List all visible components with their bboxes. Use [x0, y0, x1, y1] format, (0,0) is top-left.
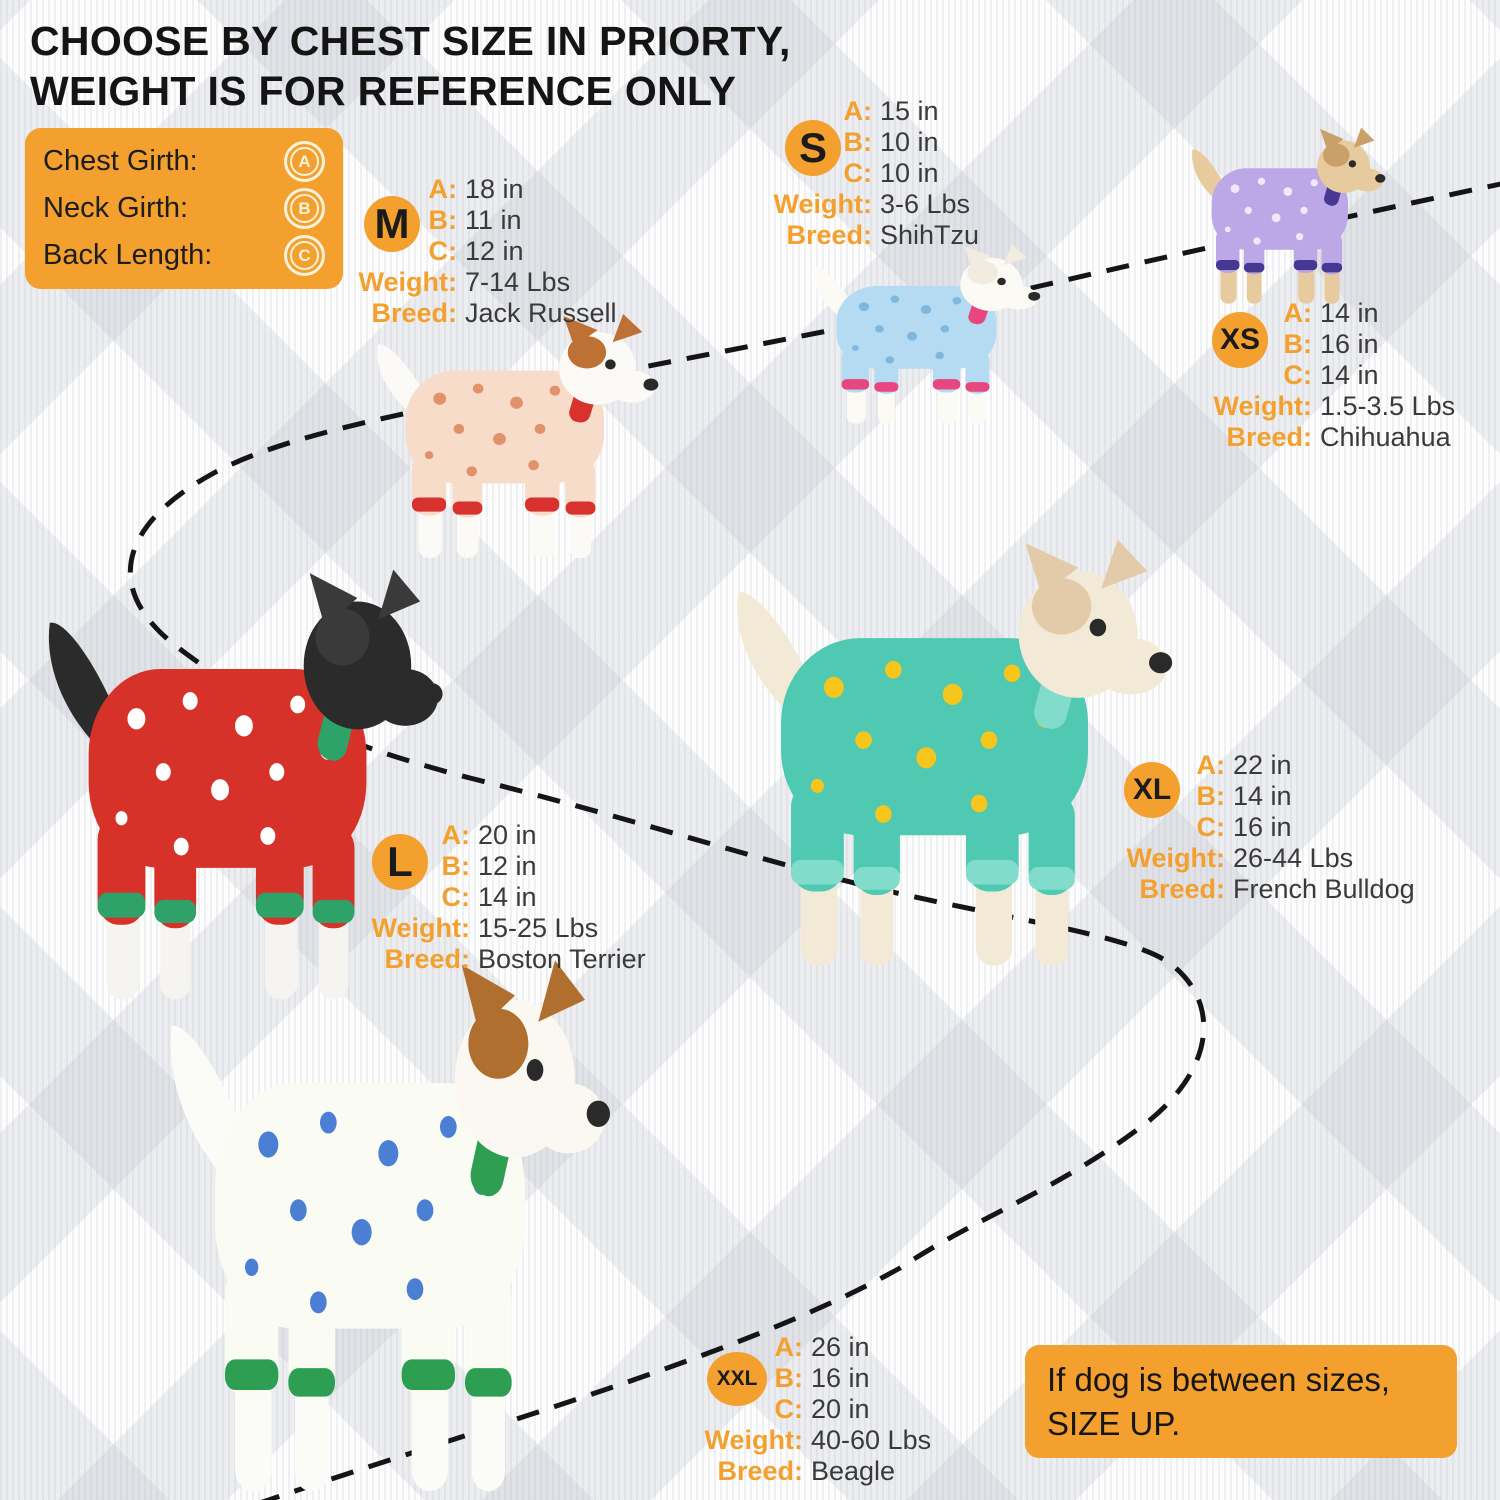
value-weight-m: 7-14 Lbs	[465, 267, 571, 297]
page-title-line2: WEIGHT IS FOR REFERENCE ONLY	[30, 68, 737, 115]
label-breed: Breed:	[1139, 874, 1225, 904]
label-b: B:	[774, 1363, 803, 1393]
label-b: B:	[843, 127, 872, 157]
value-neck-m: 11 in	[465, 205, 522, 235]
value-neck-s: 10 in	[880, 127, 939, 157]
value-breed-xs: Chihuahua	[1320, 422, 1451, 452]
size-block-s	[752, 96, 979, 251]
value-neck-xl: 14 in	[1233, 781, 1292, 811]
value-chest-m: 18 in	[465, 174, 524, 204]
value-back-xxl: 20 in	[811, 1394, 870, 1424]
page-title	[30, 16, 791, 116]
value-chest-xxl: 26 in	[811, 1332, 870, 1362]
size-up-note-line2: SIZE UP.	[1047, 1404, 1181, 1442]
legend-label-neck: Neck Girth:	[43, 192, 189, 224]
size-block-l	[350, 820, 646, 975]
label-b: B:	[1196, 781, 1225, 811]
size-badge-m: M	[364, 196, 420, 252]
value-breed-xxl: Beagle	[811, 1456, 896, 1486]
value-neck-xs: 16 in	[1320, 329, 1379, 359]
value-back-m: 12 in	[465, 236, 524, 266]
dog-photo-beagle-size-xxl	[125, 956, 625, 1500]
label-c: C:	[774, 1394, 803, 1424]
value-weight-xs: 1.5-3.5 Lbs	[1320, 391, 1456, 421]
label-weight: Weight:	[358, 267, 457, 297]
circled-a-icon: A	[284, 141, 325, 182]
label-breed: Breed:	[717, 1456, 803, 1486]
legend-label-back: Back Length:	[43, 239, 213, 271]
value-chest-xs: 14 in	[1320, 298, 1379, 328]
circled-c-icon: C	[284, 235, 325, 276]
label-weight: Weight:	[704, 1425, 803, 1455]
label-c: C:	[428, 236, 457, 266]
value-weight-xl: 26-44 Lbs	[1233, 843, 1354, 873]
dog-photo-chihuahua-size-xs	[1172, 126, 1392, 308]
label-a: A:	[843, 96, 872, 126]
label-breed: Breed:	[371, 298, 457, 328]
size-block-xxl	[683, 1332, 931, 1487]
value-back-l: 14 in	[478, 882, 537, 912]
measurement-legend	[25, 128, 343, 289]
circled-b-icon: B	[284, 188, 325, 229]
legend-label-chest: Chest Girth:	[43, 145, 198, 177]
label-b: B:	[428, 205, 457, 235]
value-weight-l: 15-25 Lbs	[478, 913, 599, 943]
value-chest-l: 20 in	[478, 820, 537, 850]
label-a: A:	[1283, 298, 1312, 328]
value-neck-xxl: 16 in	[811, 1363, 870, 1393]
value-chest-s: 15 in	[880, 96, 939, 126]
value-weight-s: 3-6 Lbs	[880, 189, 971, 219]
size-badge-xs: XS	[1212, 312, 1268, 368]
value-back-xs: 14 in	[1320, 360, 1379, 390]
value-breed-m: Jack Russell	[465, 298, 617, 328]
size-badge-l: L	[372, 834, 428, 890]
value-weight-xxl: 40-60 Lbs	[811, 1425, 932, 1455]
size-badge-xxl: XXL	[707, 1352, 767, 1406]
size-block-m	[337, 174, 617, 329]
size-up-note-line1: If dog is between sizes,	[1047, 1361, 1391, 1398]
value-back-xl: 16 in	[1233, 812, 1292, 842]
size-up-note	[1025, 1345, 1457, 1458]
page-title-line1: CHOOSE BY CHEST SIZE IN PRIORTY,	[30, 18, 791, 64]
value-breed-l: Boston Terrier	[478, 944, 646, 974]
value-breed-s: ShihTzu	[880, 220, 980, 250]
size-badge-s: S	[785, 120, 841, 176]
label-breed: Breed:	[384, 944, 470, 974]
value-chest-xl: 22 in	[1233, 750, 1292, 780]
label-weight: Weight:	[1213, 391, 1312, 421]
label-weight: Weight:	[371, 913, 470, 943]
label-a: A:	[441, 820, 470, 850]
label-c: C:	[843, 158, 872, 188]
legend-row-chest	[43, 141, 325, 182]
label-a: A:	[774, 1332, 803, 1362]
label-b: B:	[1283, 329, 1312, 359]
size-block-xs	[1192, 298, 1455, 453]
label-c: C:	[1196, 812, 1225, 842]
label-c: C:	[1283, 360, 1312, 390]
label-b: B:	[441, 851, 470, 881]
value-breed-xl: French Bulldog	[1233, 874, 1415, 904]
value-back-s: 10 in	[880, 158, 939, 188]
label-weight: Weight:	[773, 189, 872, 219]
label-c: C:	[441, 882, 470, 912]
size-block-xl	[1105, 750, 1415, 905]
label-breed: Breed:	[786, 220, 872, 250]
label-breed: Breed:	[1226, 422, 1312, 452]
dog-photo-jack-russell-size-m	[348, 312, 668, 564]
size-badge-xl: XL	[1124, 762, 1180, 818]
label-a: A:	[428, 174, 457, 204]
label-a: A:	[1196, 750, 1225, 780]
value-neck-l: 12 in	[478, 851, 537, 881]
label-weight: Weight:	[1126, 843, 1225, 873]
legend-row-back	[43, 235, 325, 276]
legend-row-neck	[43, 188, 325, 229]
dog-photo-shihtzu-size-s	[790, 243, 1048, 428]
